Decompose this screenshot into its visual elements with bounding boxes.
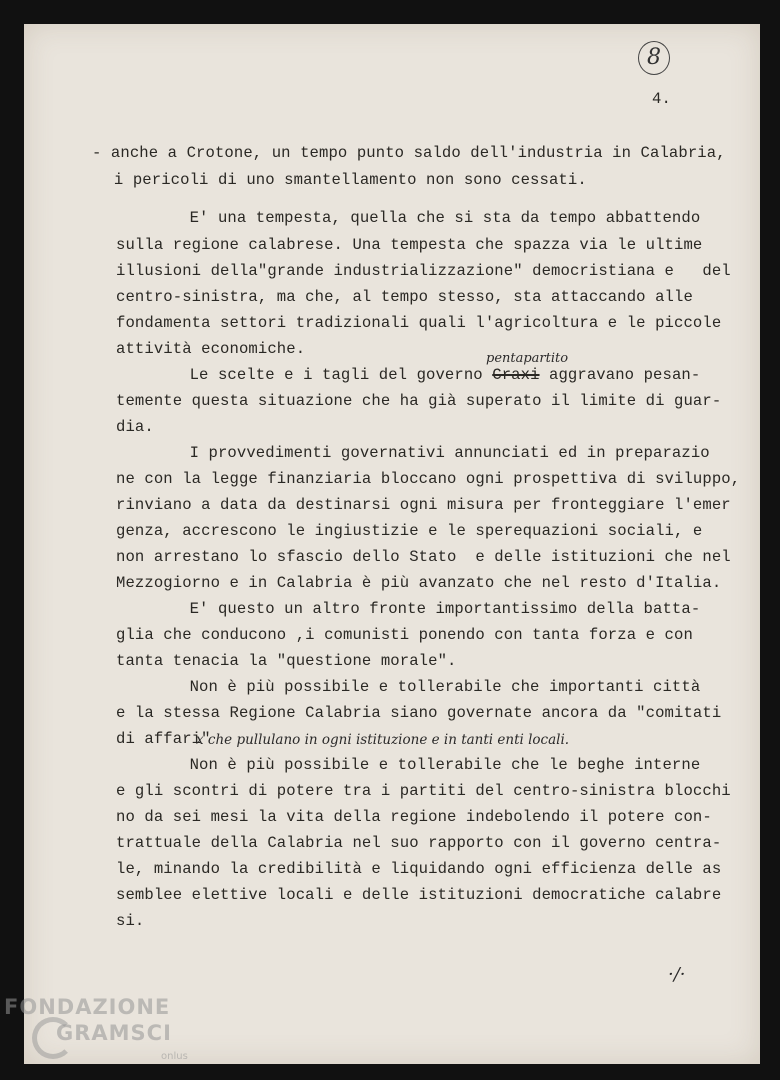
text-line: trattuale della Calabria nel suo rapporto con il governo centra- [116, 834, 722, 852]
text-line: Mezzogiorno e in Calabria è più avanzato che nel resto d'Italia. [116, 574, 722, 592]
text-line: E' una tempesta, quella che si sta da tempo abbattendo [95, 209, 701, 227]
text-line: i pericoli di uno smantellamento non sono cessati. [95, 171, 587, 189]
text-line: dia. [116, 418, 154, 436]
text-line: tanta tenacia la "questione morale". [116, 652, 457, 670]
struck-word: Craxi [492, 366, 540, 384]
text-line: semblee elettive locali e delle istituzioni democratiche calabre [116, 886, 722, 904]
text-line: non arrestano lo sfascio dello Stato e delle istituzioni che nel [116, 548, 731, 566]
text-line: genza, accrescono le ingiustizie e le sperequazioni sociali, e [116, 522, 703, 540]
text-line: I provvedimenti governativi annunciati ed in preparazio [95, 444, 710, 462]
text-line-scelte-prefix: Le scelte e i tagli del governo [95, 366, 493, 384]
text-line: e la stessa Regione Calabria siano governate ancora da "comitati [116, 704, 722, 722]
text-line: si. [116, 912, 145, 930]
text-line: di affari" [116, 730, 211, 748]
text-line-scelte-suffix: aggravano pesan- [549, 366, 701, 384]
page-number: 4. [652, 90, 671, 108]
watermark-line2: GRAMSCI [56, 1021, 172, 1045]
continuation-mark: ·/· [668, 964, 686, 985]
text-line: e gli scontri di potere tra i partiti del centro-sinistra blocchi [116, 782, 731, 800]
text-line-scelte [95, 366, 700, 384]
text-line: centro-sinistra, ma che, al tempo stesso, sta attaccando alle [116, 288, 693, 306]
text-line: tementе questa situazione che ha già superato il limite di guar- [116, 392, 722, 410]
text-line: Non è più possibile e tollerabile che le beghe interne [95, 756, 701, 774]
text-line: E' questo un altro fronte importantissimo della batta- [95, 600, 701, 618]
handwritten-insert: pentapartito [486, 351, 569, 366]
text-line: no da sei mesi la vita della regione indebolendo il potere con- [116, 808, 712, 826]
text-line: le, minando la credibilità e liquidando ogni efficienza delle as [116, 860, 722, 878]
watermark-line3: onlus [161, 1051, 188, 1062]
watermark-line1: FONDAZIONE [4, 995, 171, 1019]
text-line: fondamenta settori tradizionali quali l'agricoltura e le piccole [116, 314, 722, 332]
handwritten-addition: x che pullulano in ogni istituzione e in tanti enti locali. [196, 732, 570, 748]
document-page [24, 24, 760, 1064]
text-line: illusioni della"grande industrializzazione" democristiana e del [116, 262, 731, 280]
text-line: Non è più possibile e tollerabile che importanti città [95, 678, 701, 696]
text-line: - anche a Crotone, un tempo punto saldo dell'industria in Calabria, [92, 144, 726, 162]
text-line: sulla regione calabrese. Una tempesta che spazza via le ultime [116, 236, 703, 254]
text-line: attività economiche. [116, 340, 306, 358]
text-line: rinviano a data da destinarsi ogni misura per fronteggiare l'emer [116, 496, 731, 514]
archive-number-stamp: 8 [638, 41, 670, 75]
text-line: glia che conducono ,i comunisti ponendo con tanta forza e con [116, 626, 693, 644]
fondazione-gramsci-watermark [4, 995, 188, 1062]
text-line: ne con la legge finanziaria bloccano ogni prospettiva di sviluppo, [116, 470, 741, 488]
